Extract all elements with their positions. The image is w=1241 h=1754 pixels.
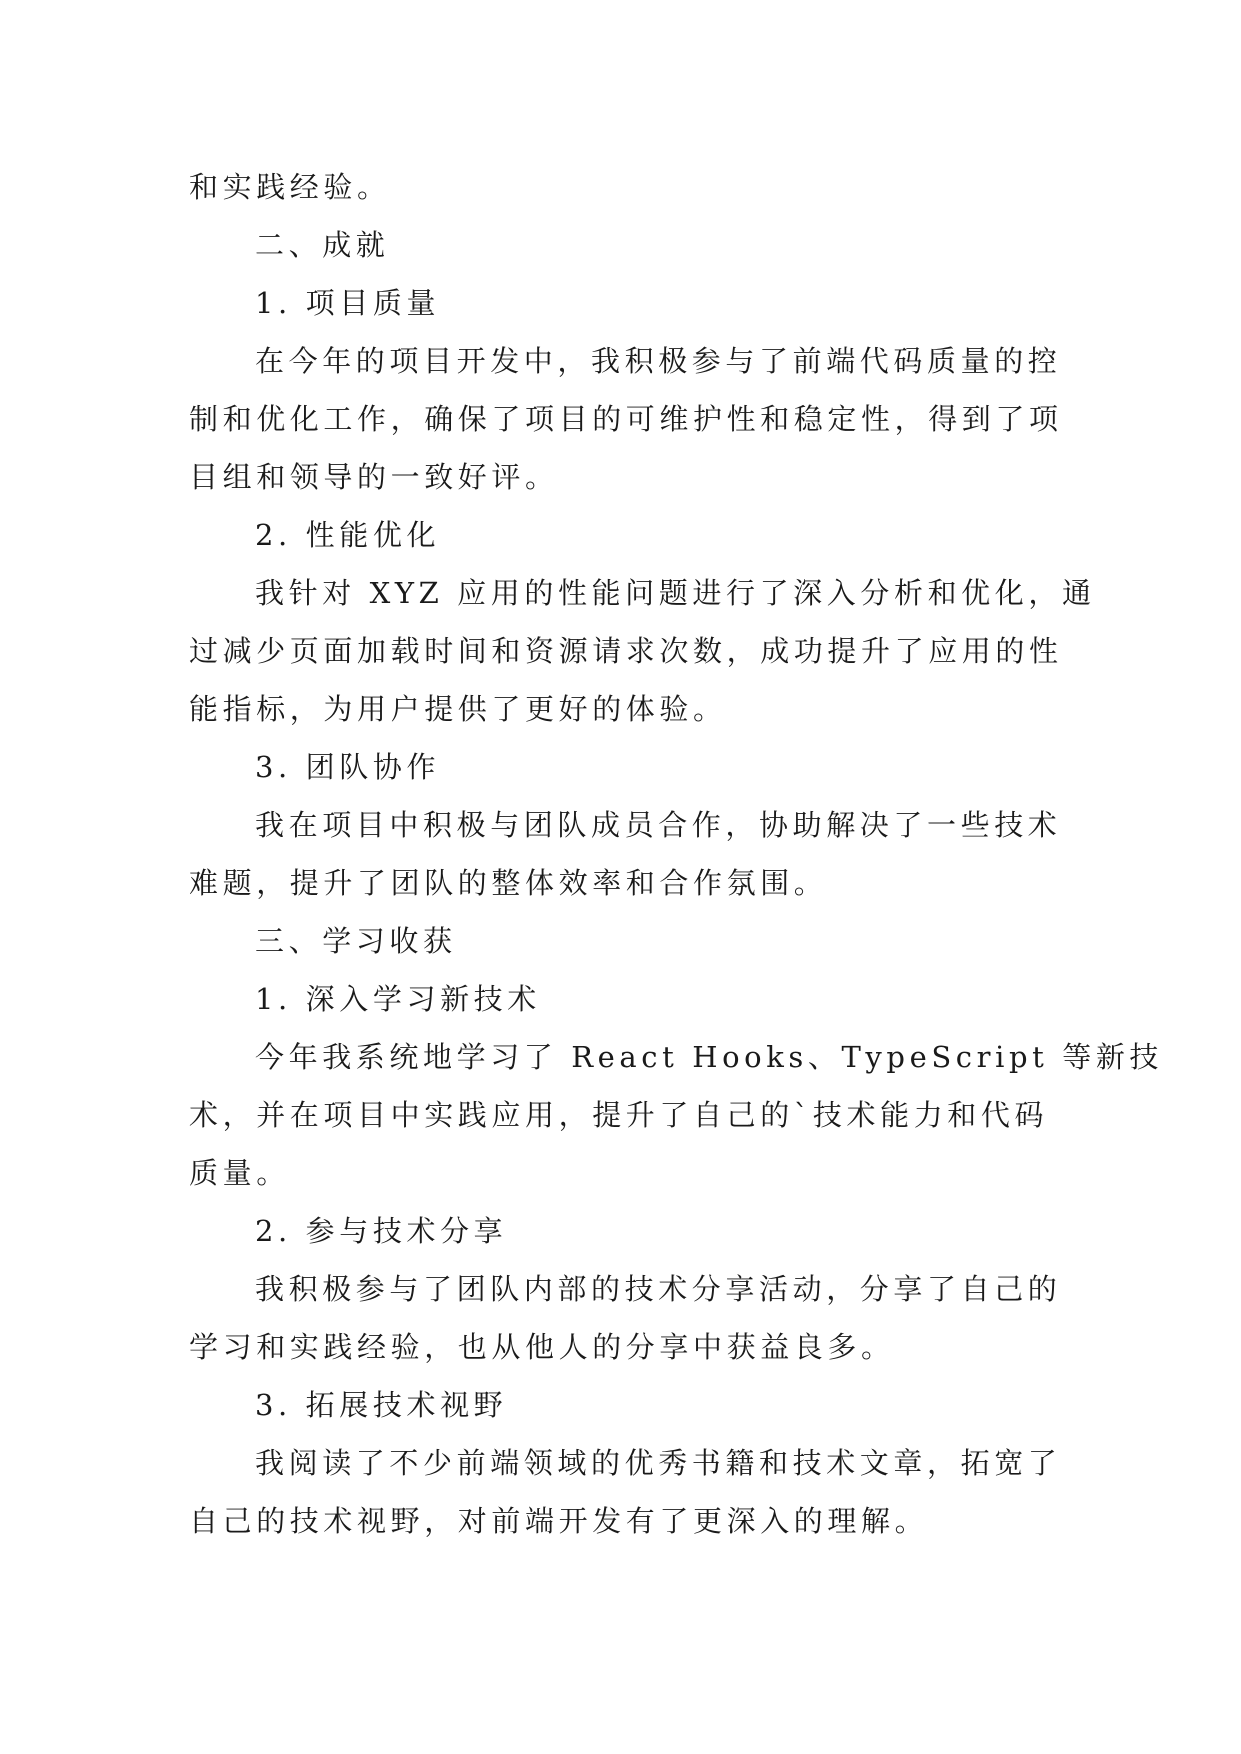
subheading-tech-vision: 3. 拓展技术视野 — [255, 1388, 508, 1422]
paragraph-line: 难题，提升了团队的整体效率和合作氛围。 — [189, 866, 828, 900]
section-heading-achievements: 二、成就 — [255, 228, 390, 262]
paragraph-line: 制和优化工作，确保了项目的可维护性和稳定性，得到了项 — [189, 402, 1063, 436]
paragraph-line: 我针对 XYZ 应用的性能问题进行了深入分析和优化，通 — [255, 576, 1096, 610]
paragraph-line: 能指标，为用户提供了更好的体验。 — [189, 692, 727, 726]
paragraph-line: 过减少页面加载时间和资源请求次数，成功提升了应用的性 — [189, 634, 1063, 668]
paragraph-continuation-line: 和实践经验。 — [189, 170, 391, 204]
paragraph-line: 今年我系统地学习了 React Hooks、TypeScript 等新技 — [255, 1040, 1164, 1074]
paragraph-line: 在今年的项目开发中，我积极参与了前端代码质量的控 — [255, 344, 1062, 378]
subheading-tech-sharing: 2. 参与技术分享 — [255, 1214, 508, 1248]
subheading-new-tech: 1. 深入学习新技术 — [255, 982, 541, 1016]
paragraph-line: 我阅读了不少前端领域的优秀书籍和技术文章，拓宽了 — [255, 1446, 1062, 1480]
subheading-performance: 2. 性能优化 — [255, 518, 441, 552]
subheading-teamwork: 3. 团队协作 — [255, 750, 441, 784]
paragraph-line: 质量。 — [189, 1156, 290, 1190]
paragraph-line: 目组和领导的一致好评。 — [189, 460, 559, 494]
document-body — [189, 158, 1164, 1550]
paragraph-line: 学习和实践经验，也从他人的分享中获益良多。 — [189, 1330, 895, 1364]
paragraph-line: 我积极参与了团队内部的技术分享活动，分享了自己的 — [255, 1272, 1062, 1306]
paragraph-line: 我在项目中积极与团队成员合作，协助解决了一些技术 — [255, 808, 1062, 842]
paragraph-line: 术，并在项目中实践应用，提升了自己的`技术能力和代码 — [189, 1098, 1049, 1132]
subheading-project-quality: 1. 项目质量 — [255, 286, 441, 320]
paragraph-line: 自己的技术视野，对前端开发有了更深入的理解。 — [189, 1504, 929, 1538]
section-heading-learning: 三、学习收获 — [255, 924, 457, 958]
